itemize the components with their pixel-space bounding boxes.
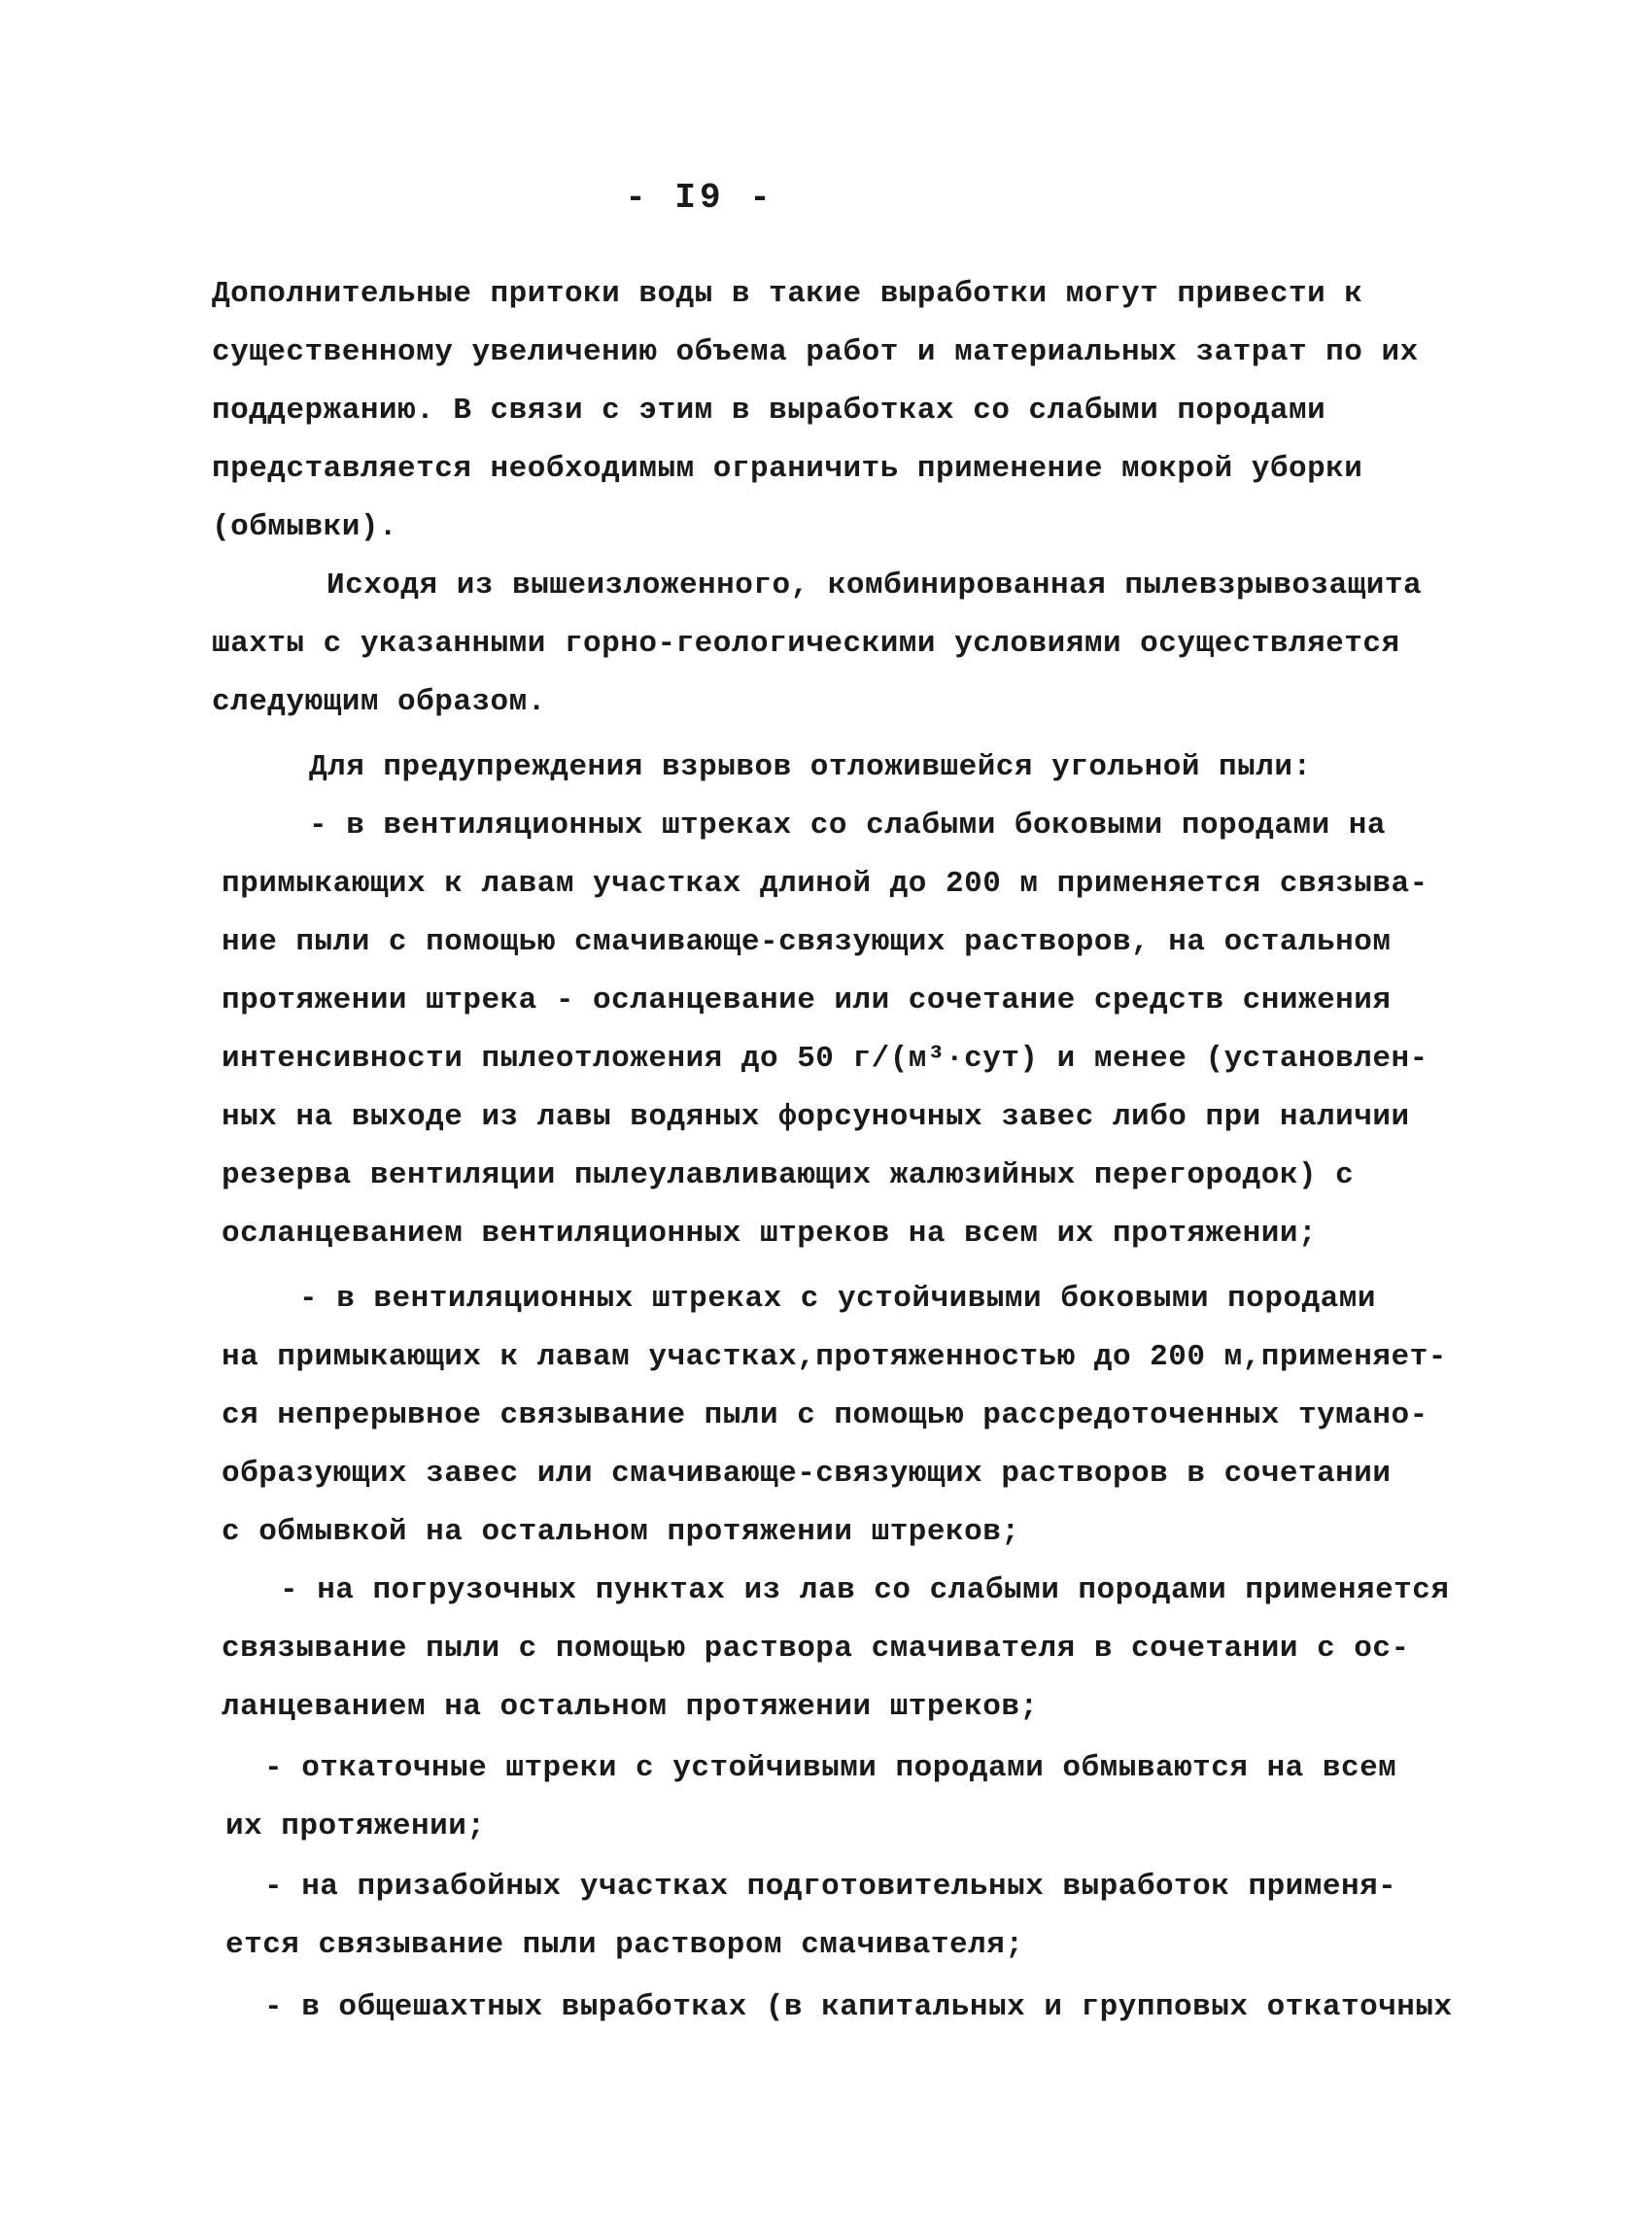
text-line: существенному увеличению объема работ и материальных затрат по их bbox=[212, 335, 1419, 369]
text-line: их протяжении; bbox=[225, 1809, 486, 1843]
text-line: осланцеванием вентиляционных штреков на всем их протяжении; bbox=[222, 1217, 1318, 1251]
text-line: - в вентиляционных штреках со слабыми боковыми породами на bbox=[309, 809, 1386, 843]
text-line: резерва вентиляции пылеулавливающих жалюзийных перегородок) с bbox=[222, 1158, 1355, 1192]
text-line: Для предупреждения взрывов отложившейся угольной пыли: bbox=[309, 750, 1312, 784]
text-line: ланцеванием на остальном протяжении штреков; bbox=[222, 1690, 1039, 1724]
text-line: - в общешахтных выработках (в капитальных и групповых откаточных bbox=[264, 1990, 1453, 2024]
page-number: - I9 - bbox=[625, 178, 774, 218]
text-line: ется связывание пыли раствором смачивателя; bbox=[225, 1928, 1024, 1962]
text-line: Исходя из вышеизложенного, комбинированная пылевзрывозащита bbox=[327, 568, 1423, 603]
text-line: Дополнительные притоки воды в такие выработки могут привести к bbox=[212, 277, 1363, 311]
text-line: примыкающих к лавам участках длиной до 200 м применяется связыва- bbox=[222, 867, 1428, 901]
text-line: связывание пыли с помощью раствора смачивателя в сочетании с ос- bbox=[222, 1632, 1410, 1666]
text-line: поддержанию. В связи с этим в выработках со слабыми породами bbox=[212, 394, 1326, 428]
text-line: следующим образом. bbox=[212, 685, 546, 719]
text-line: - на погрузочных пунктах из лав со слабыми породами применяется bbox=[280, 1573, 1450, 1607]
text-line: ние пыли с помощью смачивающе-связующих растворов, на остальном bbox=[222, 925, 1392, 959]
text-line: (обмывки). bbox=[212, 510, 398, 544]
text-line: с обмывкой на остальном протяжении штреков; bbox=[222, 1515, 1020, 1549]
text-line: образующих завес или смачивающе-связующих растворов в сочетании bbox=[222, 1457, 1392, 1491]
text-line: ных на выходе из лавы водяных форсуночных завес либо при наличии bbox=[222, 1100, 1410, 1134]
text-line: представляется необходимым ограничить применение мокрой уборки bbox=[212, 452, 1363, 486]
text-line: интенсивности пылеотложения до 50 г/(м³·сут) и менее (установлен- bbox=[222, 1042, 1428, 1076]
text-line: протяжении штрека - осланцевание или сочетание средств снижения bbox=[222, 983, 1392, 1017]
text-line: ся непрерывное связывание пыли с помощью рассредоточенных тумано- bbox=[222, 1398, 1428, 1432]
text-line: на примыкающих к лавам участках,протяженностью до 200 м,применяет- bbox=[222, 1340, 1447, 1374]
text-line: - откаточные штреки с устойчивыми породами обмываются на всем bbox=[264, 1751, 1397, 1785]
text-line: - в вентиляционных штреках с устойчивыми боковыми породами bbox=[299, 1282, 1376, 1316]
text-line: шахты с указанными горно-геологическими условиями осуществляется bbox=[212, 627, 1400, 661]
text-line: - на призабойных участках подготовительных выработок применя- bbox=[264, 1870, 1397, 1904]
